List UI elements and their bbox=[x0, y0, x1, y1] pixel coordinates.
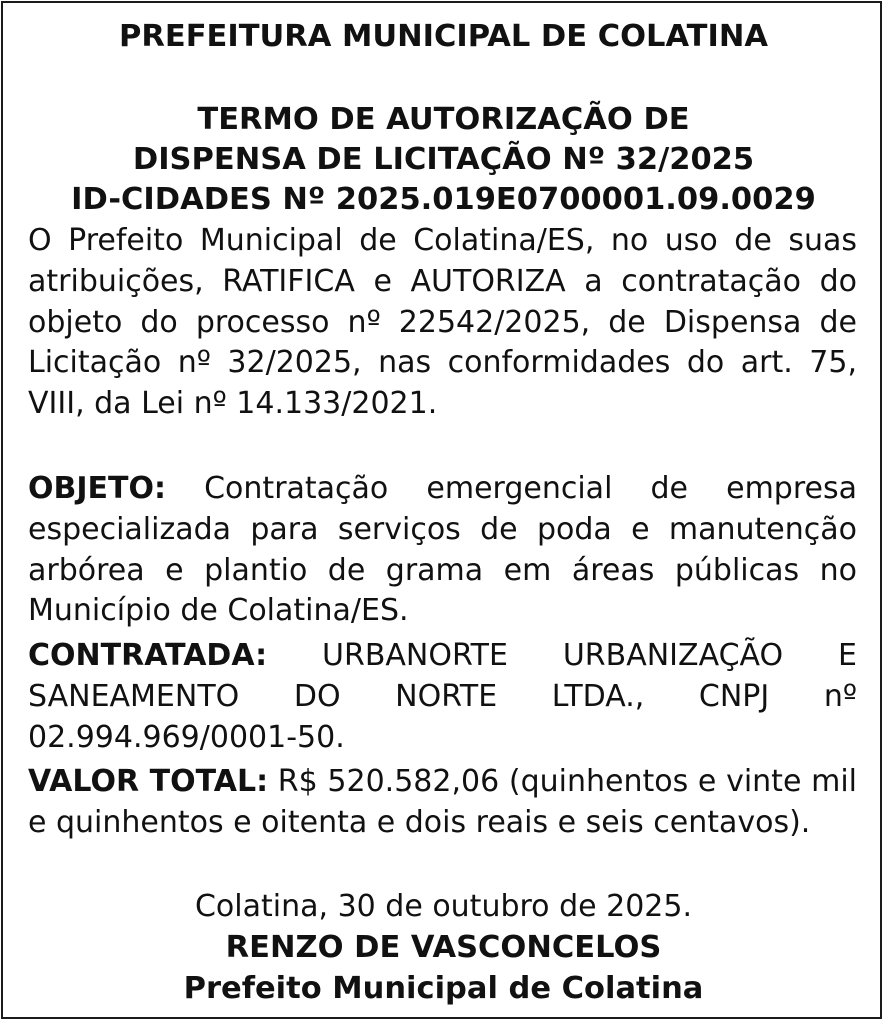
valor-paragraph bbox=[28, 762, 857, 844]
objeto-paragraph bbox=[28, 469, 857, 632]
contratada-paragraph bbox=[28, 636, 857, 758]
contratada-text: URBANORTE URBANIZAÇÃO E SANEAMENTO DO NORTE LTDA., CNPJ nº 02.994.969/0001-50. bbox=[28, 638, 857, 755]
organization-title: PREFEITURA MUNICIPAL DE COLATINA bbox=[119, 19, 768, 54]
document-id-line: ID-CIDADES Nº 2025.019E0700001.09.0029 bbox=[71, 182, 816, 217]
contratada-label: CONTRATADA: bbox=[28, 638, 268, 673]
date-line: Colatina, 30 de outubro de 2025. bbox=[194, 889, 692, 924]
intro-paragraph: O Prefeito Municipal de Colatina/ES, no uso de suas atribuições, RATIFICA e AUTORIZA a contratação do objeto do processo nº 22542/2025, de Dispensa de Licitação nº 32/2025, nas conformidades do art. 75, VIII, da Lei nº 14.133/2021. bbox=[28, 223, 857, 422]
document-title-line-1: TERMO DE AUTORIZAÇÃO DE bbox=[197, 102, 690, 137]
objeto-text: Contratação emergencial de empresa especializada para serviços de poda e manutenção arbórea e plantio de grama em áreas públicas no Município de Colatina/ES. bbox=[28, 471, 857, 629]
signer-name: RENZO DE VASCONCELOS bbox=[225, 930, 662, 965]
valor-label: VALOR TOTAL: bbox=[28, 764, 269, 799]
signer-role: Prefeito Municipal de Colatina bbox=[183, 971, 704, 1006]
objeto-label: OBJETO: bbox=[28, 471, 166, 506]
document-title-line-2: DISPENSA DE LICITAÇÃO Nº 32/2025 bbox=[132, 142, 755, 177]
valor-text: R$ 520.582,06 (quinhentos e vinte mil e quinhentos e oitenta e dois reais e seis centavos). bbox=[28, 764, 857, 840]
